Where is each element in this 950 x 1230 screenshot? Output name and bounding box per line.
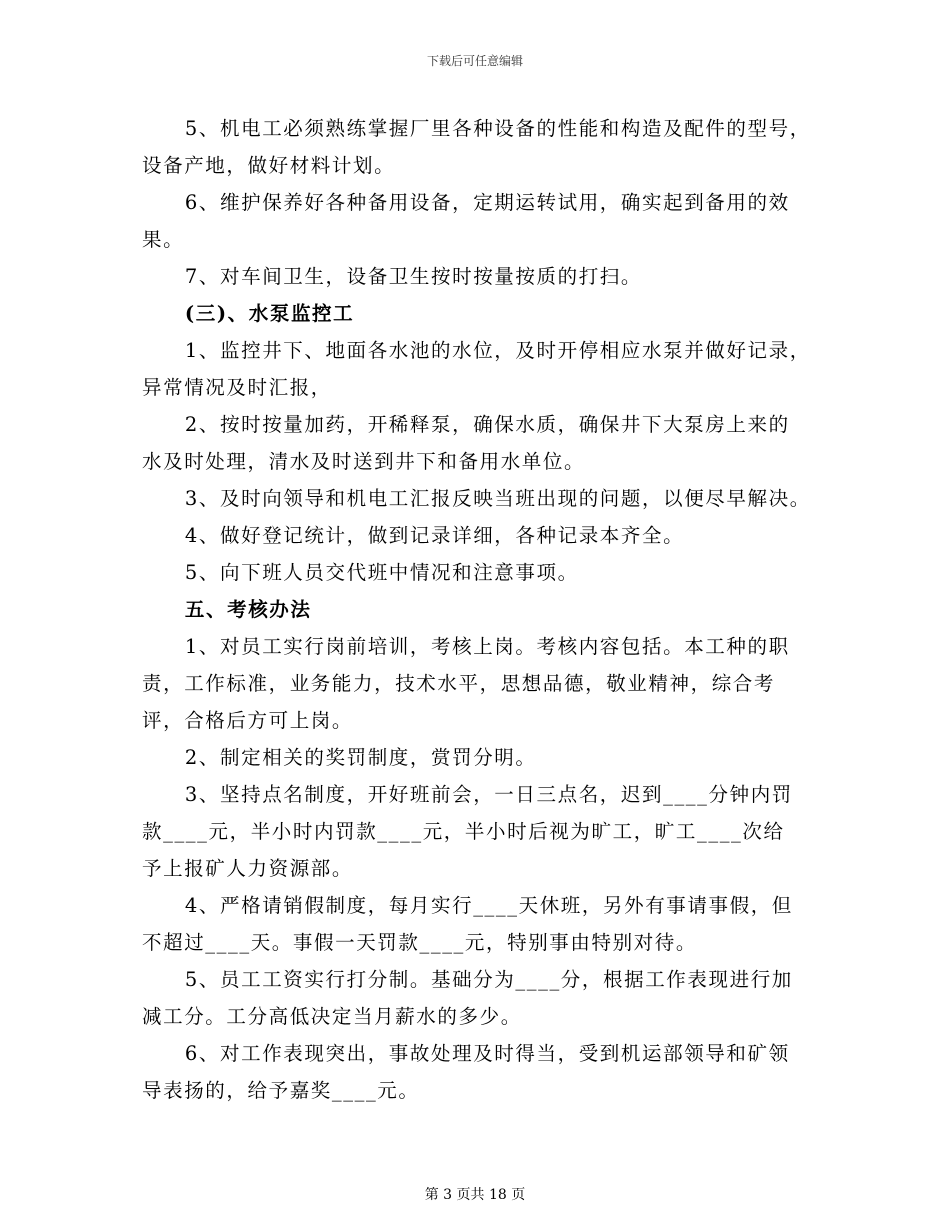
paragraph xyxy=(142,110,822,184)
page-footer: 第 3 页共 18 页 xyxy=(424,1187,526,1203)
page-header: 下载后可任意编辑 xyxy=(426,54,523,68)
paragraph xyxy=(142,554,822,591)
text-line: 6、维护保养好各种备用设备，定期运转试用，确实起到备用的效 xyxy=(184,191,790,214)
text-line: 5、机电工必须熟练掌握厂里各种设备的性能和构造及配件的型号， xyxy=(184,117,811,140)
text-line: 3、及时向领导和机电工汇报反映当班出现的问题，以便尽早解决。 xyxy=(184,487,811,510)
paragraph xyxy=(142,517,822,554)
text-line: 设备产地，做好材料计划。 xyxy=(142,154,396,177)
paragraph xyxy=(142,184,822,258)
paragraph xyxy=(142,480,822,517)
section-heading xyxy=(142,295,822,332)
paragraph xyxy=(142,776,822,887)
paragraph xyxy=(142,258,822,295)
text-line: 评，合格后方可上岗。 xyxy=(142,709,354,732)
text-line: 减工分。工分高低决定当月薪水的多少。 xyxy=(142,1005,522,1028)
paragraph xyxy=(142,887,822,961)
text-line: 五、考核办法 xyxy=(184,598,312,621)
text-line: 予上报矿人力资源部。 xyxy=(142,857,354,880)
text-line: 异常情况及时汇报， xyxy=(142,376,332,399)
text-line: 责，工作标准，业务能力，技术水平，思想品德，敬业精神，综合考 xyxy=(142,672,776,695)
text-line: 3、坚持点名制度，开好班前会，一日三点名，迟到____分钟内罚 xyxy=(184,783,793,806)
text-line: 5、向下班人员交代班中情况和注意事项。 xyxy=(184,561,579,584)
text-line: 导表扬的，给予嘉奖____元。 xyxy=(142,1079,420,1102)
text-line: 果。 xyxy=(142,228,185,251)
paragraph xyxy=(142,332,822,406)
text-line: 6、对工作表现突出，事故处理及时得当，受到机运部领导和矿领 xyxy=(184,1042,790,1065)
text-line: 不超过____天。事假一天罚款____元，特别事由特别对待。 xyxy=(142,931,698,954)
document-body xyxy=(142,110,822,1109)
text-line: 4、严格请销假制度，每月实行____天休班，另外有事请事假，但 xyxy=(184,894,793,917)
text-line: (三)、水泵监控工 xyxy=(184,302,355,325)
text-line: 2、按时按量加药，开稀释泵，确保水质，确保井下大泵房上来的 xyxy=(184,413,790,436)
paragraph xyxy=(142,1035,822,1109)
text-line: 2、制定相关的奖罚制度，赏罚分明。 xyxy=(184,746,537,769)
text-line: 7、对车间卫生，设备卫生按时按量按质的打扫。 xyxy=(184,265,642,288)
section-heading xyxy=(142,591,822,628)
text-line: 4、做好登记统计，做到记录详细，各种记录本齐全。 xyxy=(184,524,685,547)
text-line: 款____元，半小时内罚款____元，半小时后视为旷工，旷工____次给 xyxy=(142,820,785,843)
text-line: 1、监控井下、地面各水池的水位，及时开停相应水泵并做好记录， xyxy=(184,339,811,362)
text-line: 5、员工工资实行打分制。基础分为____分，根据工作表现进行加 xyxy=(184,968,793,991)
text-line: 水及时处理，清水及时送到井下和备用水单位。 xyxy=(142,450,586,473)
paragraph xyxy=(142,628,822,739)
text-line: 1、对员工实行岗前培训，考核上岗。考核内容包括。本工种的职 xyxy=(184,635,790,658)
paragraph xyxy=(142,406,822,480)
paragraph xyxy=(142,739,822,776)
paragraph xyxy=(142,961,822,1035)
